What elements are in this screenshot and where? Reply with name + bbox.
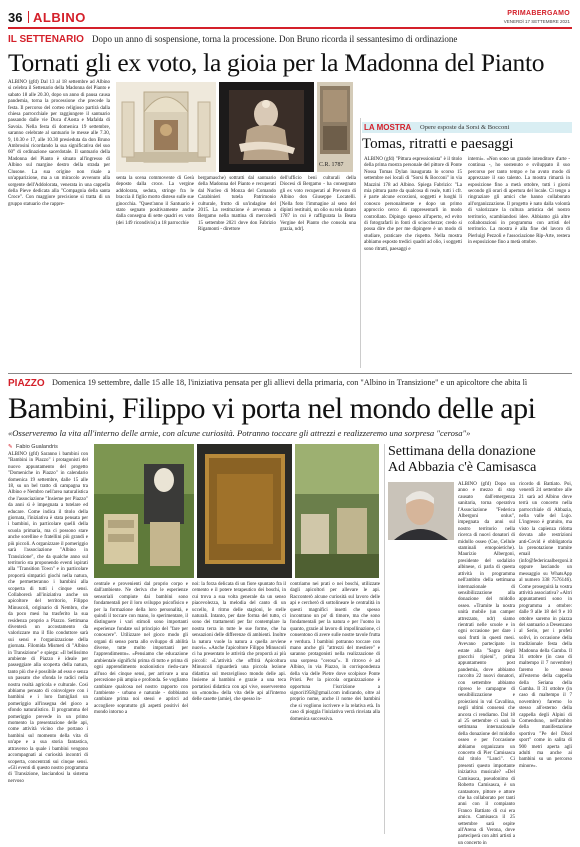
byline-icon: ✎: [8, 444, 13, 450]
article2-col2: centrale e provenienti dal proprio corpo e dall'ambiente. Ne deriva che le esperienze sensoriali compiute dai bambini sono fondamentali per il loro sviluppo psicofisico e per la formazione della loro personalità, e quindi il toccare con mano, lo sperimentare, il distinguere i vari stimoli sono importanti esperienze fondate sul principio del "fare per conoscere". Utilizzare nel gioco modo gli organi di senso porta allo sviluppo di abilità diverse, tutte molto importanti per l'apprendimento». «Pensiamo che educazione ambientale significhi prima di tutto e prima di ogni apprendimento nozionistico riedu-care all'uso dei cinque sensi, per arrivare a una percezione più ampia e profonda. Se vogliamo cambiare qualcosa nel nostro rapporto con l'ambiente - urbano e naturale - dobbiamo cambiare prima noi stessi e aprirci ad accogliere sopratutto gli aspetti positivi del mondo intorno a: [94, 582, 188, 716]
header-divider: [28, 11, 29, 23]
photo-beehive-person: [94, 444, 194, 578]
photo-madonna-statue: [219, 82, 314, 172]
article3-border: [384, 444, 385, 834]
page-date: VENERDÌ 17 SETTEMBRE 2021: [503, 19, 570, 24]
article2-col1: ALBINO (gfd) Saranno i bambini con "Bambini in Piazzo" i protagonisti del nuovo appuntamento del progetto "Domeniche in Piazzo" in calendario domenica 19 settembre, dalle 15 alle 18, su un bel tratto di campagna tra Albino e Nembro nell'area naturalistica che l'associazione "Insieme per Piazzo" da anni sì è impegnata a tutelare ed educare. Come indica il titolo della giornata, l'iniziativa è stata pensata per i bambini, in particolare quelli della scuola primaria, ma ci possono stare anche sorelline e fratellini più grandi e più piccoli. A organizzare il pomeriggio sarà l'associazione "Albino in Transizione", che da qualche anno sul territorio sta proponendo eventi ispirati alla "Transition Town" e in particolare proporrà simpatici giochi nella natura, che permetteranno i bambini alla scoperta di tutti i cinque sensi. Collaborerà all'iniziativa anche un apicoltore del territorio, Filippo Minuscoli, originario di Nembro, che da poco mesi ha trasferito la sua residenza proprio a Piazzo. Settimana diventerà un accostamento da valorizzare ma il filo conduttore sarà sui sensi e l'organizzazione della giornata. Filomida Mismeti di "Albino in Transizione" e spiega: «Il bellissimo ambiente di Piazzo è ideale per passeggiare alla scoperta della natura, tanto più che è possibile ad esso e senza un passato che sfonda le radici nella nostra realtà agricola e culturale. Così abbiamo pensato di coinvolgere con i bambini e i loro famigliari un pomeriggio all'insegna del gioco a sfondo naturalistico. Il programma del pomeriggio prevede in un primo momento la presentazione delle api, come attività vicino che portano i bambini sul momento della vita di un'ape e a sua storia fantastica, attraverso la quale i bambini vengono accompagnati ai curiosità incontri di scoperta, concentrati sui cinque sensi. «Gli eventi di questo nostro programma di Transizione, lasciandosi la sistema nervoso: [8, 452, 88, 784]
article1-col4: dell'ufficio beni culturali della Diocesi di Bergamo - ha consegnato gli ex voto recuperati al Prevosto di Albino don Giuseppe Locatelli. [Nella foto l'immagine al seno del dipinti restituiti, un olio su tela datato 1787 in cui è raffigurata la Beata Vergine del Pianto che consola una grazia, ndr].: [280, 176, 356, 233]
mostra-kicker-sub: Opere esposte da Sorsi & Bocconi: [420, 124, 510, 131]
article2-subhead: Domenica 19 settembre, dalle 15 alle 18, l'iniziativa pensata per gli allievi della primaria, con "Albino in Transizione" e un apicoltore che abita lì: [52, 378, 528, 387]
mostra-title: Tomas, ritratti e paesaggi: [362, 136, 514, 152]
article3-col2: ricordo di Battiato. Poi, venerdì 24 settembre alle 21 sarà ad Albino dove terrà un concerto nella parrocchiale di Abbazia, nella valle del Lujo. L'ingresso è gratuito, ma visto la capienza ridotta dovuta alle restrizioni anti-Covid è obbligatoria la prenotazione tramite email (info@federicaalbergoni.it oppure lasciando un messaggio su WhatsApp al numero 338 7576146). Come proseguirà la vostra attività associativa? «Altri appuntamenti sono in programma a ottobre: dalle 9 alle 18 del 9 e 10 ottobre saremo in piazza del santuario a Desenzano al Serio, per i profeti solivi, in occasione della tradizionale festa della Madonna della Gamba. Il 31 ottobre (in caso di maltempo il 7 novembre) faremo lo stesso all'esterno della cappella della Seriana della Gamba. Il 31 ottobre (in caso di maltempo il 7 novembre) faremo lo stesso all'esterno della cappella degli Alpini di Comenduno, nell'ambito della manifestazione sportiva "Pe del Disol sport" come in salita di 900 metri aperta agli adulti ma anche ai bambini su un percorso minore».: [519, 482, 573, 769]
article1-col1: ALBINO (gfd) Dal 13 al 18 settembre ad Albino si celebra il Settenario della Madonna del Pianto e sabato 18 alle 20.30, dopo un anno di pausa causa pandemia, torna la processione che precede la festa. Il percorso del corteo religioso partirà dalla chiesa parrocchiale per raggiungere il santuario passando dalle vie Duca d'Aosta e Mafalda di Savoia. Nella festa di domenica 19 settembre, saranno celebrate al santuario le messe alle 7.30, 9, 10.30 e 17, alle 10.30 presieduta da don Bruno Ambrosini ricordando la sua significativa del suo 60° di ordinazione sacerdotale. Il santuario della Madonna del Pianto è situato all'ingresso di Albino sul margine destro della strada per Clusone. La sua origine non risale a un'apparizione, ma a un miracolo avvenuto alla sorgente dell'Addolorata, venerata in una cappella della Pieve dedicata alla "Compagnia della santa Croce". Con maggiore precisione si tratta di un gruppo statuario che rappre-: [8, 80, 110, 207]
page-number: 36: [8, 10, 23, 25]
section-divider-1: [8, 373, 572, 374]
photo-honeycomb-frame: [197, 444, 292, 578]
brand-logo: PRIMABERGAMO: [507, 10, 570, 17]
section-name: ALBINO: [33, 10, 86, 25]
article2-byline: Fabio Gualandris: [16, 444, 58, 450]
article2-title: Bambini, Filippo vi porta nel mondo delle api: [8, 392, 536, 425]
photo-hives-field: [295, 444, 379, 578]
mostra-kicker: LA MOSTRA: [364, 123, 412, 132]
mostra-col2: interni». «Non sono un grande intenditore d'arte - continua -, ho sostenuto e sviluppato il suo percorso per tanto tempo e ho avuto modo di apprezzare il suo talento. La mostra rimarrà in esposizione fino a metà ottobre, tutti i giorni secondo gli orari di apertura del locale. Ci tengo a ringraziare gli amici che hanno collaborato all'organizzazione. Il progetto è nato dalla volontà di valorizzare la cultura artistica del nostro territorio, scambiandosi idee. Abbiamo già altre collaborazioni in programma con artisti del territorio. La mostra è alla fine del lavoro di Pierluigi Pezzoli e l'associazione Rip-Arte, restera in esposizione fino a metà ottobre.: [468, 157, 570, 246]
photo-ex-voto-painting: [317, 82, 353, 172]
article1-kicker: IL SETTENARIO: [8, 34, 84, 45]
article3-col1: ALBINO (gfd) Dopo un anno e mezzo di stop causato dall'emergenza sanitaria, torna operativa l'Associazione "Federica Albergoni onlus", impegnata da anni sul nostro territorio nella ricerca di nuovi donatori di midollo osseo (Cse, Cellule staminali emopoietiche). Maurizio Albergoni, presidente del sodalizio albinese, ci parla di questa attività in programma nell'ambito della settimana internazionale di sensibilizzazione alla donazione del midollo osseo. «Tramite la nostra unità mobile (un camper attrezzato, ndr) siamo rientrati nelle scuole e in ogni occasione per dare i suoi frutti in questi mesi. Avevano partecipato in estate alla "Sagra degli gnocchi ripieni", prima appuntamento post pandemia, dove abbiamo raccolto 22 nuovi donatori, con settembre abbiamo ripreso le campagne di sensibilizzazione e proiezioni in val Cavallina, negli ultimi consensi che ancora ci rendiamo. Dal 18 al 25 settembre ci sarà la settimana internazionale della donazione del midollo osseo e per l'occasione abbiamo organizzato un concerto di Pier Camisasca dal titolo "Lanci". Ci presenti questo importante iniziativa musicale? «Del Camisasca, pseudonimo di Roberto Camisasca, è un cantautore, pittore e attore che ha collaborato per tanti anni con il compianto Franco Battiato di cui era amico. Camisasca il 25 settembre sarà ospite all'Arena di Verona, dove parteciperà con altri artisti a un concerto in: [458, 482, 515, 846]
article2-col4: contriamo nei prati o nei boschi, utilizzate dagli apicoltori per allevare le api. Racconterò alcune curiosità sul lavoro delle api e cercherò di sottolineare le centralità in questi magnifici insetti che spesso incontrano un po' di timore, ma che sono fondamentali per la natura e per l'uomo in quanto, grazie al lavoro di impollinazione, ci consentono di avere sulle nostre tavole frutta e verdura. I bambini potranno toccare con mano anche gli "attrezzi del mestiere" e saranno protagonisti nella realizzazione di una sorpresa "cerosa"». Il ritrovo è ad Albino, in via Piazzo, in corrispondenza della via delle Pietre dove scolpisce Ponte Prioti. Per la piccola organizzazione è opportuna l'iscrizione a signori1958@gmail.com indicando, oltre al proprio nome, anche il nome dei bambini che si vogliono iscrivere e la relativa età. In caso di pioggia l'iniziativa verrà rinviata alla domenica successiva.: [290, 582, 380, 722]
article1-subhead: Dopo un anno di sospensione, torna la processione. Don Bruno ricorda il sessantesimo di ordinazione: [92, 34, 458, 44]
photo1-caption: C.R. 1787: [319, 162, 344, 168]
article1-title: Tornati gli ex voto, la gioia per la Madonna del Pianto: [8, 48, 545, 77]
article3-title-2: Ad Abbazia c'è Camisasca: [388, 460, 537, 475]
article1-col2: senta la scena commovente di Gesù deposto dalla croce. La vergine addolorata, seduta, stringe fra le braccia il figlio morto disteso sulle sue ginocchia. "Quest'anno il Santuario è stato segnato positivamente anche dalla consegna di sette quadri ex voto (dei 149 ricondivisi) a 18 parrocchie: [116, 176, 194, 226]
article1-col3: bergamasche) sottratti dal santuario della Madonna del Pianto e recuperati dal Nucleo di Monza del Comando Carabinieri tutela Patrimonio culturale, frutto di un'indagine del 2015. La restituzione è avvenuta a Bergamo nella mattina di mercoledì 15 settembre 2021 dove don Fabrizio Rigamonti - direttore: [198, 176, 276, 233]
article3-title-1: Settimana della donazione: [388, 444, 536, 459]
photo-camisasca: [388, 482, 454, 540]
article2-kicker: PIAZZO: [8, 378, 45, 389]
mostra-col1: ALBINO (gfd) "Pittura espressionista" è il titolo della prima mostra personale del pittore di Ponte Nossa Tomas Dylan inaugurata lo scorso 15 settembre nei locali di "Sorsi & Bocconi" in via Mazzini 178 ad Albino. Spiega Fabrizio: "La mia pittura parte da qualcosa di reale, tutti i cfr. è parte alcune eccezioni, soggetti e luoghi li conosco personalmente e dopo un primo approccio cerco di rappresentarli in modo controllato. Dipingo spesso all'aperto, ed evito di fotografarli in fonti di sciocchezze; credo si possa dire che per me dipingere è un modo di studiare, praticare che rispetto. Nella mostra abbiamo esposto tredici quadri ad olio, i soggetti sono ritratti, paesaggi e: [364, 157, 462, 252]
article2-col3: noi: la forza delicata di un fiore spuntato fra il cemento e il potere terapeutico dei boschi, in cui trova a sua volta generale da un senso piacevolezza, la melodia del canto di un uccello, il ritmo delle stagioni, le stelle naturali. Intanto, per dare forma del tutto, ci sono dei trattamenti per far contemplare la nostra terra in tutte le sue forme, che ha sensazioni delle differenze di ambienti. Inoltre la natura vuole la natura a quella avviene nuovi». «Anche l'apicoltore Filippo Minuscoli ci ha presentato le attività che proporrà ai più piccoli: «L'attività che offrirà Apicoltura Minuscoli riguarderà una piccola lezione didattica sul meraviglioso mondo delle api. Insieme ai bambini e grazie a una teca portatiosi didattica con api vive, osserveremo un «mondo» della vita delle api all'interno delle casette (arnie), che spesso in-: [192, 582, 286, 703]
photo-ex-voto-altar: [116, 82, 216, 172]
header-rule: [8, 27, 572, 29]
article2-deck: «Osserveremo la vita all'interno delle arnie, con alcune curiosità. Potranno toccare gli attrezzi e realizzeremo una sorpresa "cerosa"»: [8, 428, 471, 438]
